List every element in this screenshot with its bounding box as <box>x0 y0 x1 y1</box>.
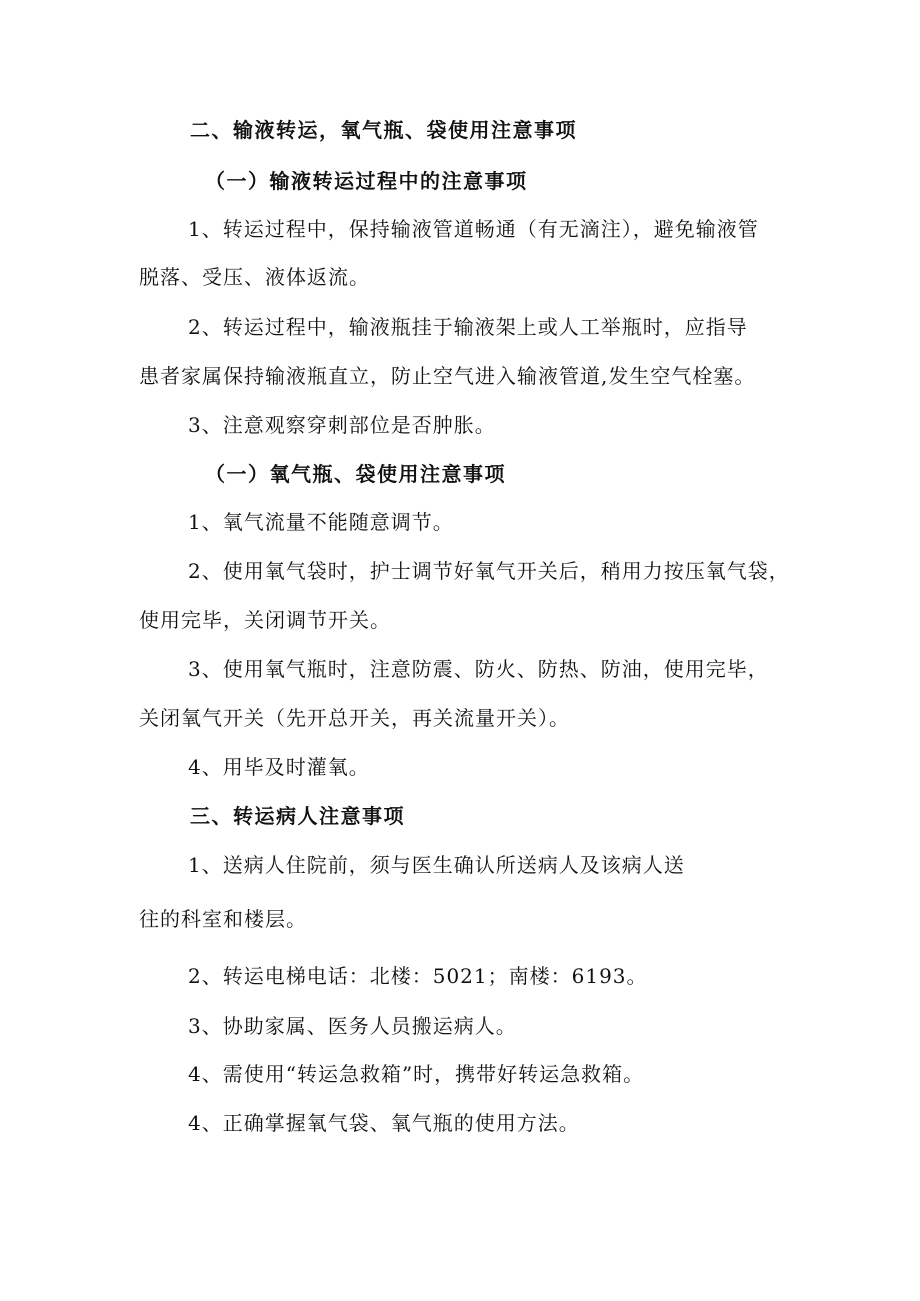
section-title-2: 二、输液转运，氧气瓶、袋使用注意事项 <box>190 118 577 142</box>
paragraph-line: 3、注意观察穿刺部位是否肿胀。 <box>188 413 496 437</box>
paragraph-line: 往的科室和楼层。 <box>139 907 307 931</box>
paragraph-line: 2、转运过程中，输液瓶挂于输液架上或人工举瓶时，应指导 <box>188 315 748 339</box>
paragraph-line: 3、使用氧气瓶时，注意防震、防火、防热、防油，使用完毕， <box>188 657 769 681</box>
section-title-3: 三、转运病人注意事项 <box>190 804 405 828</box>
paragraph-line: 2、转运电梯电话：北楼：5021；南楼：6193。 <box>188 964 648 988</box>
paragraph-line: 关闭氧气开关（先开总开关，再关流量开关）。 <box>139 706 570 730</box>
paragraph-line: 4、正确掌握氧气袋、氧气瓶的使用方法。 <box>188 1111 580 1135</box>
paragraph-line: 脱落、受压、液体返流。 <box>139 265 370 289</box>
paragraph-line: 使用完毕，关闭调节开关。 <box>139 608 391 632</box>
paragraph-line: 1、转运过程中，保持输液管道畅通（有无滴注），避免输液管 <box>188 217 759 241</box>
paragraph-line: 1、送病人住院前，须与医生确认所送病人及该病人送 <box>188 853 685 877</box>
paragraph-line: 1、氧气流量不能随意调节。 <box>188 510 454 534</box>
paragraph-line: 患者家属保持输液瓶直立，防止空气进入输液管道,发生空气栓塞。 <box>139 364 756 388</box>
paragraph-line: 2、使用氧气袋时，护士调节好氧气开关后，稍用力按压氧气袋， <box>188 559 790 583</box>
subsection-title-infusion: （一）输液转运过程中的注意事项 <box>205 169 528 193</box>
subsection-title-oxygen: （一）氧气瓶、袋使用注意事项 <box>205 462 506 486</box>
paragraph-line: 3、协助家属、医务人员搬运病人。 <box>188 1014 517 1038</box>
paragraph-line: 4、需使用“转运急救箱”时，携带好转运急救箱。 <box>188 1062 645 1086</box>
paragraph-line: 4、用毕及时灌氧。 <box>188 755 370 779</box>
